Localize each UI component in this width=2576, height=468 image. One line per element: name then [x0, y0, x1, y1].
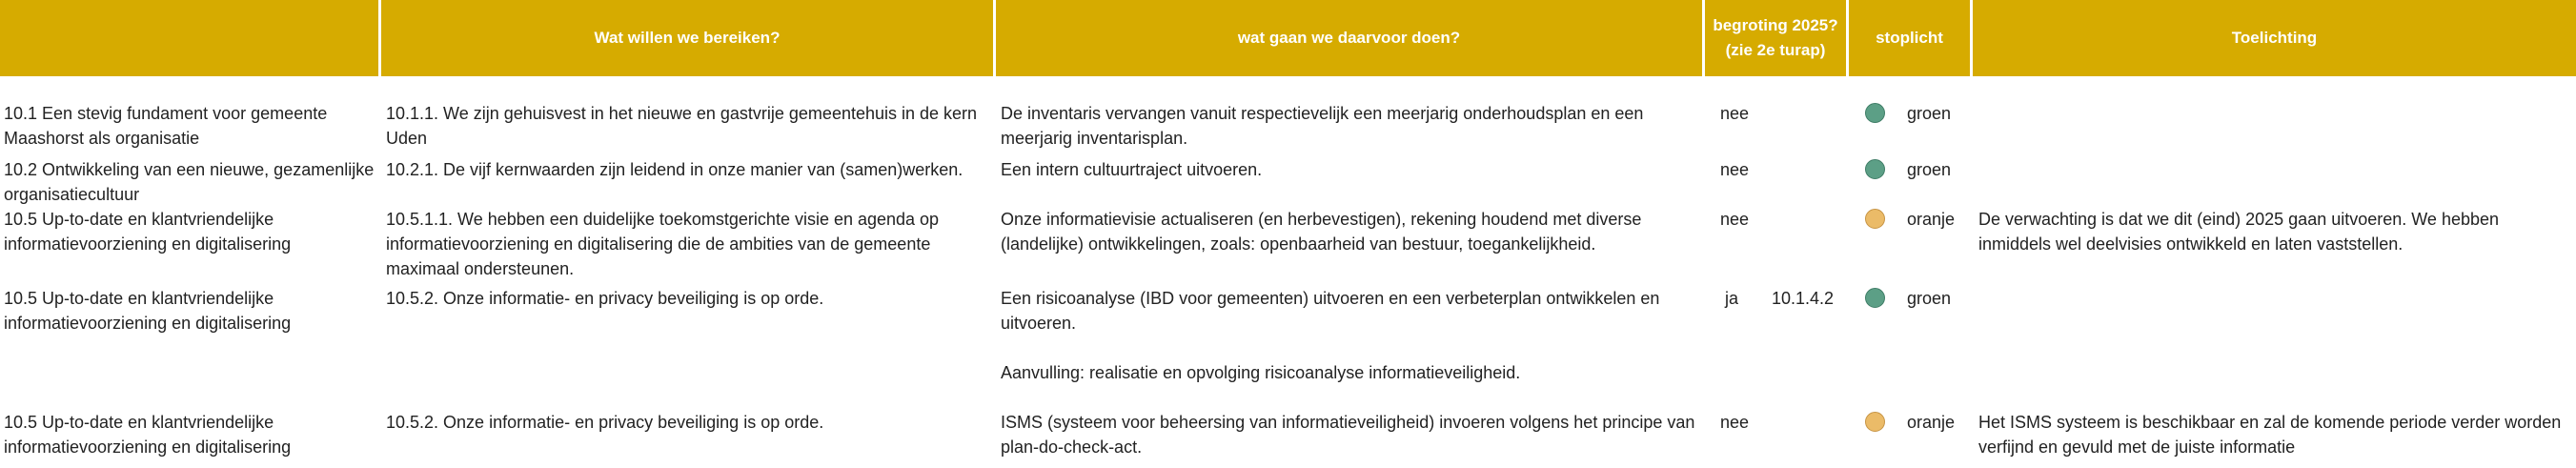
row3-begroting: nee: [1720, 210, 1750, 229]
row4-begroting: ja: [1725, 289, 1739, 308]
row5-stoplicht-label: oranje: [1907, 413, 1956, 432]
row4-ref: 10.1.4.2: [1772, 289, 1835, 308]
row1-doen: De inventaris vervangen vanuit respectievelijk een meerjarig onderhoudsplan en een meerjarig inventarisplan.: [1001, 104, 1644, 148]
row1-begroting: nee: [1720, 104, 1750, 123]
row4-doen: Een risicoanalyse (IBD voor gemeenten) uitvoeren en een verbeterplan ontwikkelen en uitvoeren.: [1001, 289, 1660, 333]
row2-begroting: nee: [1720, 160, 1750, 179]
header-cell-begroting: begroting 2025? (zie 2e turap): [1705, 0, 1846, 76]
row5-begroting: nee: [1720, 413, 1750, 432]
stoplicht-green-icon: [1865, 103, 1885, 123]
row4-stoplicht-label: groen: [1907, 289, 1952, 308]
row3-toelichting: De verwachting is dat we dit (eind) 2025 gaan uitvoeren. We hebben inmiddels wel deelvisies ontwikkeld en laten vaststellen.: [1978, 210, 2500, 254]
row3-bereiken: 10.5.1.1. We hebben een duidelijke toekomstgerichte visie en agenda op informatievoorziening en digitalisering die de ambities van de gemeente maximaal ondersteunen.: [386, 210, 940, 278]
row1-doel: 10.1 Een stevig fundament voor gemeente Maashorst als organisatie: [4, 104, 328, 148]
row3-doel: 10.5 Up-to-date en klantvriendelijke informatievoorziening en digitalisering: [4, 210, 292, 254]
row3-stoplicht-label: oranje: [1907, 210, 1956, 229]
row1-bereiken: 10.1.1. We zijn gehuisvest in het nieuwe en gastvrije gemeentehuis in de kern Uden: [386, 104, 978, 148]
row2-stoplicht-label: groen: [1907, 160, 1952, 179]
row1-stoplicht-label: groen: [1907, 104, 1952, 123]
header-cell-doen: wat gaan we daarvoor doen?: [996, 0, 1702, 76]
stoplicht-green-icon: [1865, 288, 1885, 308]
header-cell-bereiken: Wat willen we bereiken?: [381, 0, 993, 76]
row2-doen: Een intern cultuurtraject uitvoeren.: [1001, 160, 1263, 179]
row5-doel: 10.5 Up-to-date en klantvriendelijke informatievoorziening en digitalisering: [4, 413, 292, 457]
row5-doen: ISMS (systeem voor beheersing van informatieveiligheid) invoeren volgens het principe van plan-do-check-act.: [1001, 413, 1695, 457]
stoplicht-orange-icon: [1865, 209, 1885, 229]
stoplicht-green-icon: [1865, 159, 1885, 179]
row5-bereiken: 10.5.2. Onze informatie- en privacy beveiliging is op orde.: [386, 413, 824, 432]
row2-bereiken: 10.2.1. De vijf kernwaarden zijn leidend in onze manier van (samen)werken.: [386, 160, 963, 179]
row3-doen: Onze informatievisie actualiseren (en herbevestigen), rekening houdend met diverse (landelijke) ontwikkelingen, zoals: openbaarheid van bestuur, toegankelijkheid.: [1001, 210, 1642, 254]
header-cell-stoplicht: stoplicht: [1849, 0, 1970, 76]
row4-bereiken: 10.5.2. Onze informatie- en privacy beveiliging is op orde.: [386, 289, 824, 308]
header-cell-toelichting: Toelichting: [1973, 0, 2576, 76]
stoplicht-orange-icon: [1865, 412, 1885, 432]
header-cell-doel: [0, 0, 378, 76]
row4-doen-aanvulling: Aanvulling: realisatie en opvolging risicoanalyse informatieveiligheid.: [1001, 363, 1521, 382]
row4-doel: 10.5 Up-to-date en klantvriendelijke informatievoorziening en digitalisering: [4, 289, 292, 333]
row2-doel: 10.2 Ontwikkeling van een nieuwe, gezamenlijke organisatiecultuur: [4, 160, 375, 204]
row5-toelichting: Het ISMS systeem is beschikbaar en zal de komende periode verder worden verfijnd en gevuld met de juiste informatie: [1978, 413, 2562, 457]
